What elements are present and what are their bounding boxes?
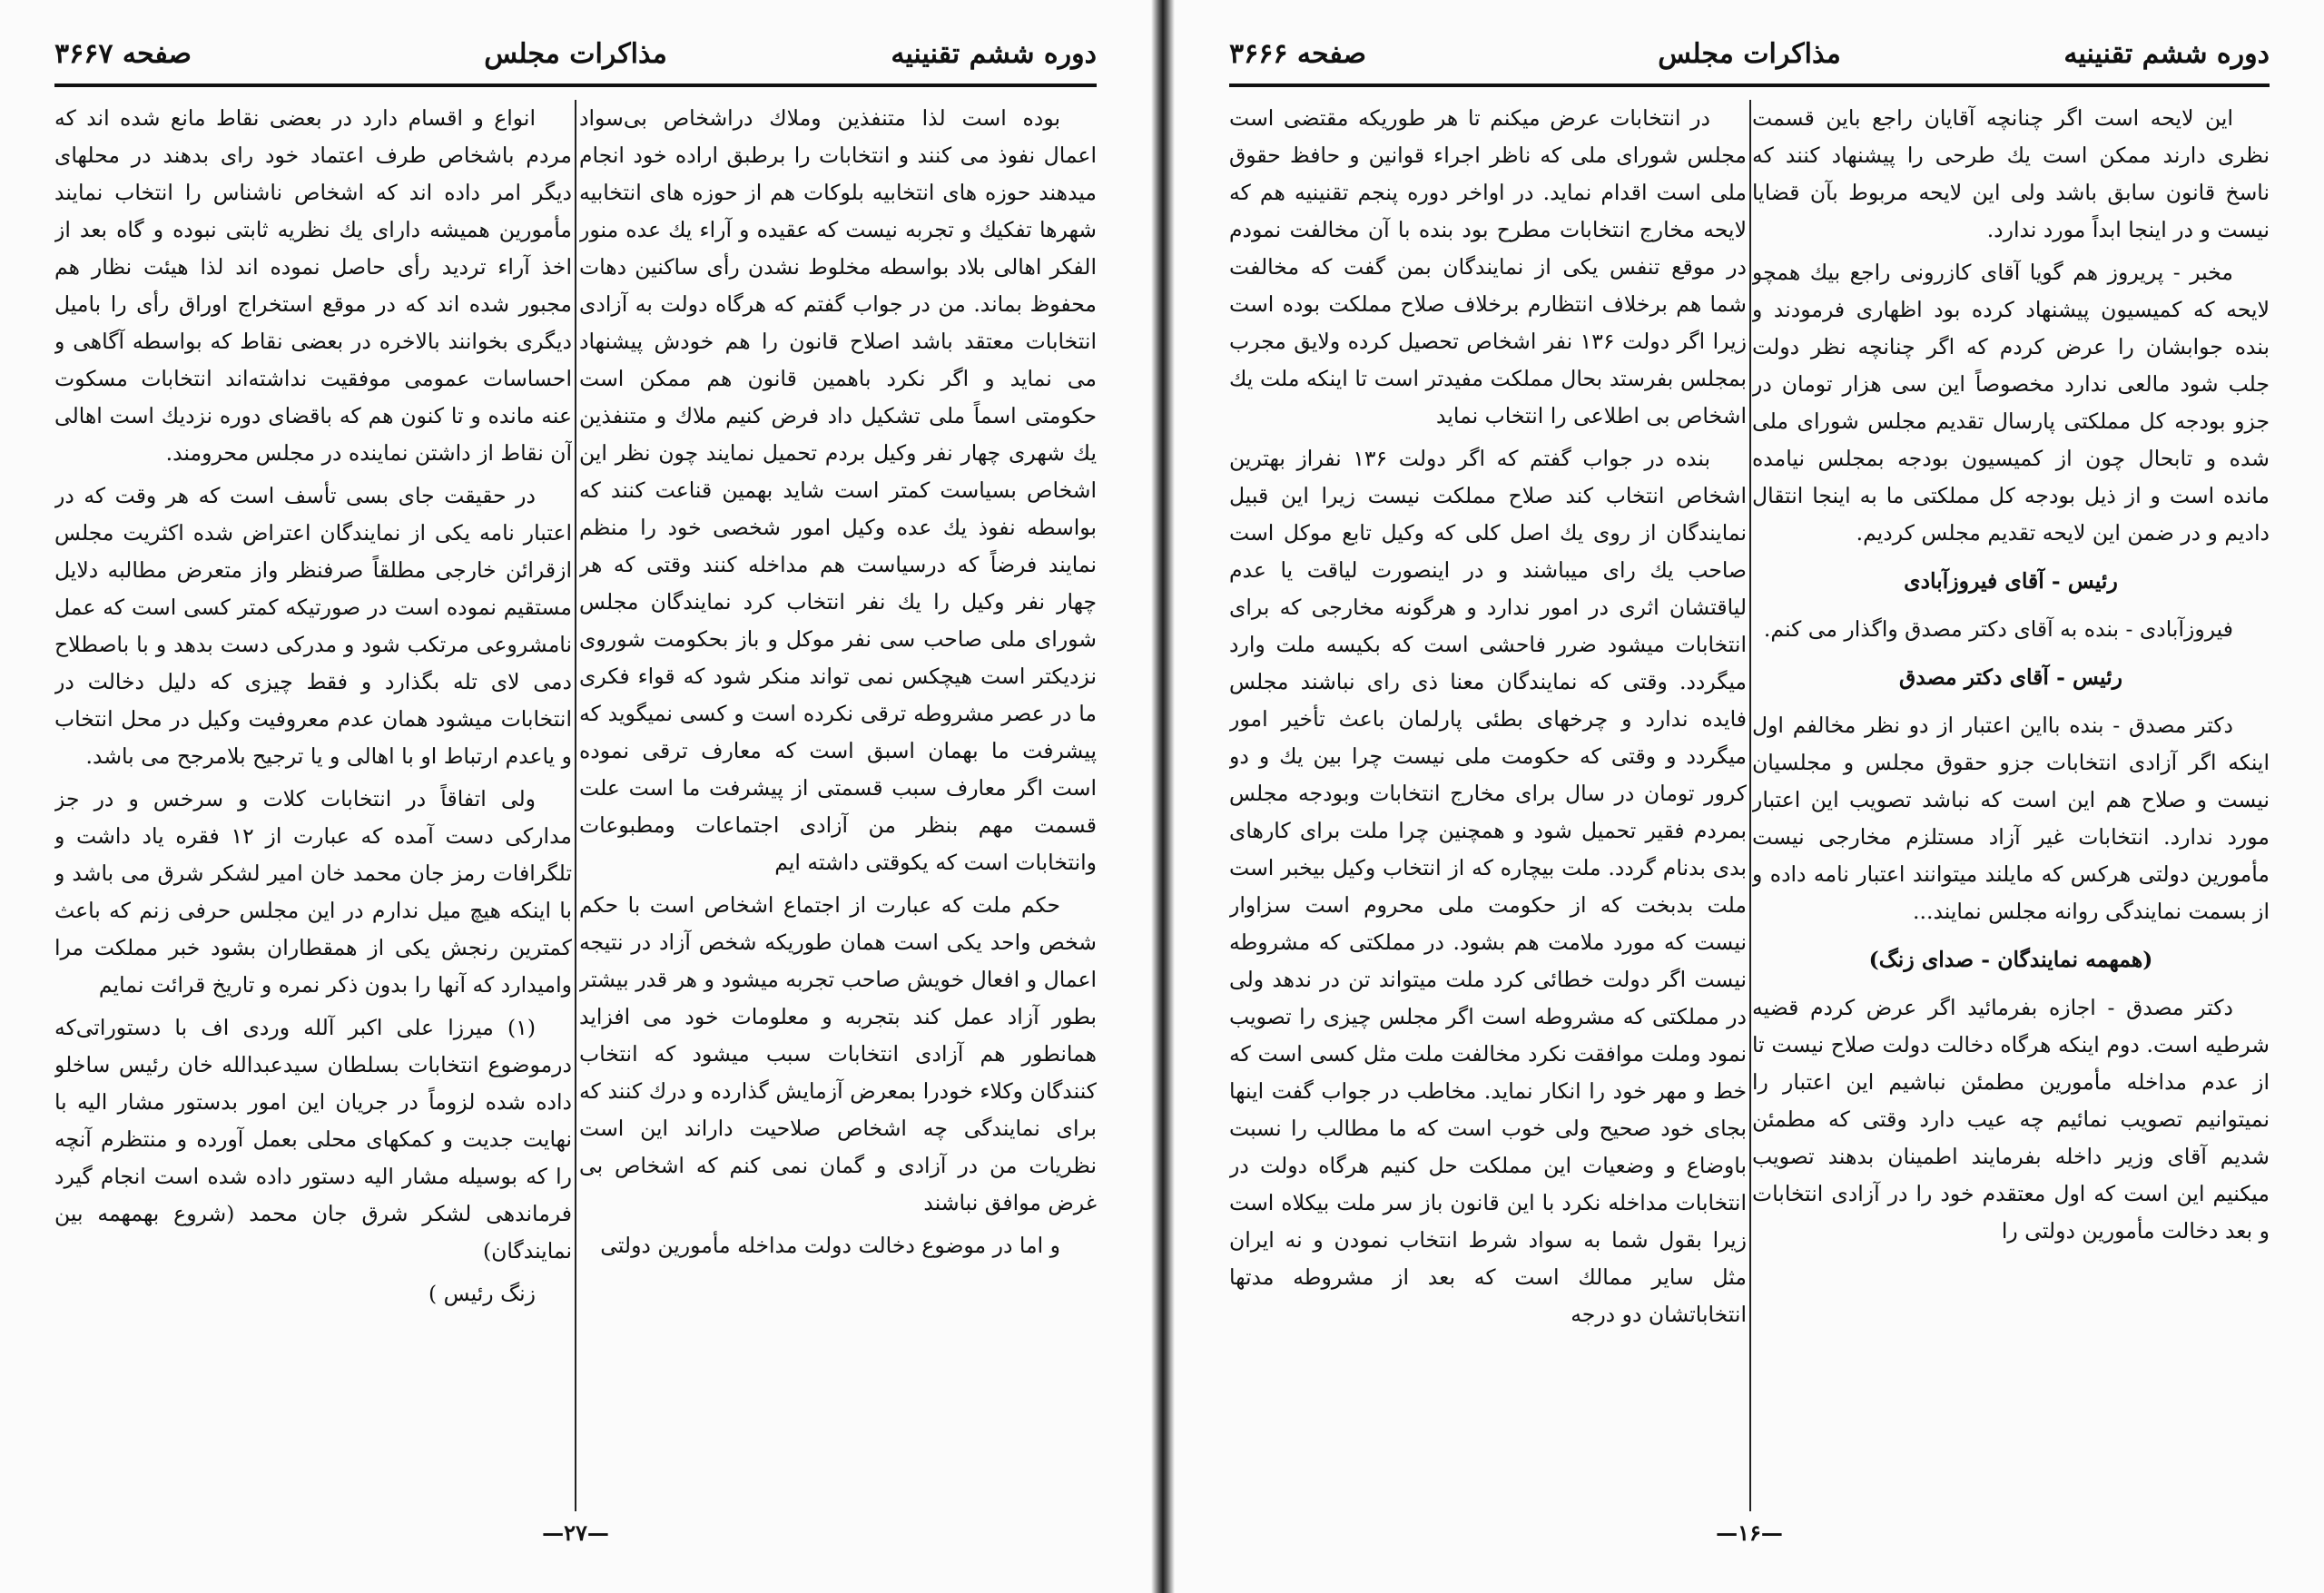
header-page-number: صفحه ۳۶۶۷ xyxy=(54,38,192,70)
column-divider xyxy=(575,100,576,1511)
paragraph: در حقیقت جای بسی تأسف است که هر وقت که در اعتبار نامه یکی از نمایندگان اعتراض شده اکثریت مجلس ازقرائن خارجی مطلقاً صرفنظر واز متعرض مطالبه دلایل مستقیم نموده است در صورتیکه کمتر کسی است که عمل نامشروعی مرتکب شود و مدرکی دست بدهد و با باصطلاح دمی لای تله بگذارد و فقط چیزی که دلیل دخالت در انتخابات میشود همان عدم معروفیت وکیل در محل انتخاب و یاعدم ارتباط او با اهالی و یا ترجیح بلامرجح می باشد. xyxy=(54,483,572,769)
paragraph: فیروزآبادی - بنده به آقای دکتر مصدق واگذار می کنم. xyxy=(1763,616,2233,642)
paragraph: حکم ملت که عبارت از اجتماع اشخاص است با حکم شخص واحد یکی است همان طوریکه شخص آزاد در نتیجه اعمال و افعال خویش صاحب تجربه میشود و هر قدر بیشتر بطور آزاد عمل کند بتجربه و معلومات خود می افزاید همانطور هم آزادی انتخابات سبب میشود که انتخاب کنندگان وکلاء خودرا بمعرض آزمایش گذارده و درك کنند که برای نمایندگی چه اشخاص صلاحیت داراند این است نظریات من در آزادی و گمان نمی کنم که اشخاص بی غرض موافق نباشند xyxy=(579,892,1097,1215)
text-column-left xyxy=(54,100,572,1511)
header-title: مذاکرات مجلس xyxy=(484,38,667,70)
paragraph: دکتر مصدق - اجازه بفرمائید اگر عرض کردم قضیه شرطیه است. دوم اینکه هرگاه دخالت دولت صلاح نیست تا از عدم مداخله مأمورین مطمئن نباشیم این اعتبار را نمیتوانیم تصویب نمائیم چه عیب دارد وقتی که مطمئن شدیم آقای وزیر داخله بفرمایند اطمینان بدهند تصویب میکنیم این است که اول معتقدم خود را در آزادی انتخابات و بعد دخالت مأمورین دولتی را xyxy=(1752,995,2270,1244)
paragraph: در انتخابات عرض میکنم تا هر طوریکه مقتضی است مجلس شورای ملی که ناظر اجراء قوانین و حافظ حقوق ملی است اقدام نماید. در اواخر دوره پنجم تقنینیه هم که لایحه مخارج انتخابات مطرح بود بنده با آن مخالفت نمودم در موقع تنفس یکی از نمایندگان بمن گفت که مخالفت شما هم برخلاف انتظارم برخلاف صلاح مملکت بوده است زیرا اگر دولت ۱۳۶ نفر اشخاص تحصیل کرده ولایق مجرب بمجلس بفرستد بحال مملکت مفیدتر است تا اینکه ملت یك اشخاص بی اطلاعی را انتخاب نماید xyxy=(1229,105,1747,428)
paragraph: بنده در جواب گفتم که اگر دولت ۱۳۶ نفراز بهترین اشخاص انتخاب کند صلاح مملکت نیست زیرا این قبیل نمایندگان از روی یك اصل کلی که وکیل تابع موکل است صاحب یك رای میباشند و در اینصورت لیاقت یا عدم لیاقتشان اثری در امور ندارد و هرگونه مخارجی که برای انتخابات میشود ضرر فاحشی است که بکیسه ملت وارد میگردد. وقتی که نمایندگان معنا ذی رای نباشند مجلس فایده ندارد و چرخهای بطئی پارلمان باعث تأخیر امور میگردد و وقتی که حکومت ملی نیست چرا بین یك و دو کرور تومان در سال برای مخارج انتخابات وبودجه مجلس بمردم فقیر تحمیل شود و همچنین چرا ملت برای کارهای بدی بدنام گردد. ملت بیچاره که از انتخاب وکیل بیخبر است ملت بدبخت که از حکومت ملی محروم است سزاوار نیست که مورد ملامت هم بشود. در مملکتی که مشروطه نیست اگر دولت خطائی کرد ملت میتواند تن در ندهد ولی در مملکتی که مشروطه است اگر مجلس چیزی را تصویب نمود وملت موافقت نکرد مخالفت ملت مثل کسی است که خط و مهر خود را انکار نماید. مخاطب در جواب گفت اینها بجای خود صحیح ولی خوب است که ما مطالب را نسبت باوضاع و وضعیات این مملکت حل کنیم هرگاه دولت در انتخابات مداخله نکرد با این قانون باز سر ملت بیکلاه است زیرا بقول شما به سواد شرط انتخاب نمودن و نه ایران مثل سایر ممالك است که بعد از مشروطه مدتها انتخاباتشان دو درجه xyxy=(1229,446,1747,1327)
text-column-right xyxy=(1752,100,2270,1511)
page-3667 xyxy=(0,0,1151,1593)
book-gutter xyxy=(1151,0,1175,1593)
page-header xyxy=(54,34,1097,87)
header-page-number: صفحه ۳۶۶۶ xyxy=(1229,38,1366,70)
page-3666 xyxy=(1175,0,2324,1593)
text-column-right xyxy=(579,100,1097,1511)
column-divider xyxy=(1749,100,1751,1511)
paragraph: زنگ رئیس ) xyxy=(428,1281,536,1306)
speaker-heading: (همهمه نمایندگان - صدای زنگ) xyxy=(1868,947,2153,972)
header-title: مذاکرات مجلس xyxy=(1658,38,1841,70)
page-footer: —۲۷— xyxy=(542,1519,609,1546)
paragraph: ولی اتفاقاً در انتخابات کلات و سرخس و در جز مدارکی دست آمده که عبارت از ۱۲ فقره یاد داشت و تلگرافات رمز جان محمد خان امیر لشکر شرق می باشد و با اینکه هیچ میل ندارم در این مجلس حرفی زنم که باعث کمترین رنجش یکی از همقطاران بشود خبر مملکت مرا وامیدارد که آنها را بدون ذکر نمره و تاریخ قرائت نمایم xyxy=(54,786,572,998)
paragraph: این لایحه است اگر چنانچه آقایان راجع باین قسمت نظری دارند ممکن است یك طرحی را پیشنهاد کنند که ناسخ قانون سابق باشد ولی این لایحه مربوط بآن قضایا نیست و در اینجا ابداً مورد ندارد. xyxy=(1752,105,2270,242)
paragraph: مخبر - پریروز هم گویا آقای کازرونی راجع بیك همچو لایحه که کمیسیون پیشنهاد کرده بود اظهاری فرمودند و بنده جوابشان را عرض کردم که اگر چنانچه نظر دولت جلب شود مالعی ندارد مخصوصاً این سی هزار تومان در جزو بودجه کل مملکتی پارسال تقدیم مجلس شورای ملی شده و تابحال چون از کمیسیون بودجه بمجلس نیامده مانده است و از ذیل بودجه کل مملکتی ما به اینجا انتقال دادیم و در ضمن این لایحه تقدیم مجلس کردیم. xyxy=(1752,260,2270,546)
paragraph: دکتر مصدق - بنده بااین اعتبار از دو نظر مخالفم اول اینکه اگر آزادی انتخابات جزو حقوق مجلس و مجلسیان نیست و صلاح هم این است که نباشد تصویب این اعتبار مورد ندارد. انتخابات غیر آزاد مستلزم مخارجی نیست مأمورین دولتی هرکس که مایلند میتوانند اعتبار نامه داده و از بسمت نمایندگی روانه مجلس نمایند... xyxy=(1752,713,2270,924)
speaker-heading: رئیس - آقای فیروزآبادی xyxy=(1904,568,2118,594)
speaker-heading: رئیس - آقای دکتر مصدق xyxy=(1899,664,2122,690)
paragraph: انواع و اقسام دارد در بعضی نقاط مانع شده اند که مردم باشخاص طرف اعتماد خود رای بدهند در محلهای دیگر امر داده اند که اشخاص ناشناس را انتخاب نمایند مأمورین همیشه دارای یك نظریه ثابتی نبوده و گاه بعد از اخذ آراء تردید رأی حاصل نموده اند لذا هیئت نظار هم مجبور شده اند که در موقع استخراج اوراق رأی را بامیل دیگری بخوانند بالاخره در بعضی نقاط که بواسطه آگاهی و احساسات عمومی موفقیت نداشته‌اند انتخابات مسکوت عنه مانده و تا کنون هم که باقضای دوره نزدیك است اهالی آن نقاط از داشتن نماینده در مجلس محرومند. xyxy=(54,105,572,466)
header-series: دوره ششم تقنینیه xyxy=(891,38,1097,70)
paragraph: و اما در موضوع دخالت دولت مداخله مأمورین دولتی xyxy=(600,1233,1060,1258)
paragraph: (۱) میرزا علی اکبر آلله وردی اف با دستوراتی‌که درموضوع انتخابات بسلطان سیدعبدالله خان رئیس ساخلو داده شده لزوماً در جریان این امور بدستور مشار الیه با نهایت جدیت و کمکهای محلی بعمل آورده و منتظرم آنچه را که بوسیله مشار الیه دستور داده شده است انجام گیرد فرماندهی لشکر شرق جان محمد (شروع بهمهمه بین نمایندگان) xyxy=(54,1015,572,1264)
text-column-left xyxy=(1229,100,1747,1511)
page-footer: —۱۶— xyxy=(1716,1519,1783,1546)
page-header xyxy=(1229,34,2270,87)
header-series: دوره ششم تقنینیه xyxy=(2063,38,2270,70)
paragraph: بوده است لذا متنفذین وملاك دراشخاص بی‌سواد اعمال نفوذ می کنند و انتخابات را برطبق اراده خود انجام میدهند حوزه های انتخابیه بلوکات هم از حوزه های انتخابیه شهرها تفکیك و تجربه نیست که عقیده و آراء یك عده منور الفکر اهالی بلاد بواسطه مخلوط نشدن رأی ساکنین دهات محفوظ بماند. من در جواب گفتم که هرگاه دولت به آزادی انتخابات معتقد باشد اصلاح قانون را هم خودش پیشنهاد می نماید و اگر نکرد باهمین قانون هم ممکن است حکومتی اسماً ملی تشکیل داد فرض کنیم ملاك و متنفذین یك شهری چهار نفر وکیل بردم تحمیل نمایند چون نظر این اشخاص بسیاست کمتر است شاید بهمین قناعت کنند که بواسطه نفوذ یك عده وکیل امور شخصی خود را منظم نمایند فرضاً که درسیاست هم مداخله کنند وقتی که هر چهار نفر وکیل را یك نفر انتخاب کرد نمایندگان مجلس شورای ملی صاحب سی نفر موکل و باز بحکومت شوروی نزدیکتر است هیچکس نمی تواند منکر شود که قواء فکری ما در عصر مشروطه ترقی نکرده است و کسی نمیگوید که پیشرفت ما بهمان اسبق است که معارف ترقی نموده است اگر معارف سبب قسمتی از پیشرفت ما است علت قسمت مهم بنظر من آزادی اجتماعات ومطبوعات وانتخابات است که یکوقتی داشته ایم xyxy=(579,105,1097,875)
